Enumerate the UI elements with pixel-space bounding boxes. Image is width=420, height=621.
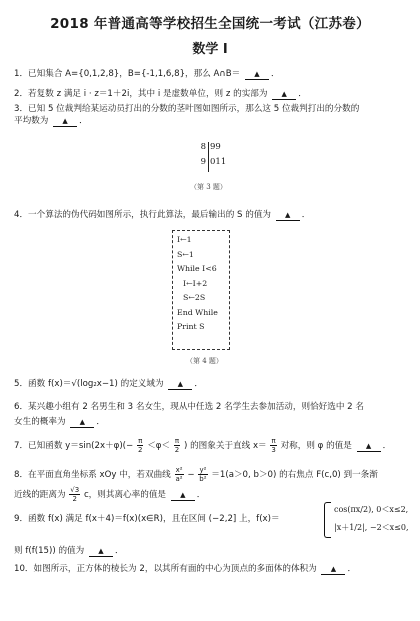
answer-blank-4: ▲ — [276, 210, 300, 221]
question-9-text: 9．函数 f(x) 满足 f(x＋4)＝f(x)(x∈R)，且在区间 (−2,2] 上，f(x)＝ — [14, 514, 280, 524]
question-10: 10．如图所示，正方体的棱长为 2，以其所有面的中心为顶点的多面体的体积为 ▲ ． — [14, 564, 357, 574]
question-8-line-2: 近线的距离为 $\frac{√3}{2}$ c，则其离心率的值是 ▲ ． — [14, 486, 206, 503]
fraction-pi-over-2: $\frac{\pi}{2}$ — [137, 437, 143, 454]
question-3-line-1: 3．已知 5 位裁判给某运动员打出的分数的茎叶图如图所示，那么这 5 位裁判打出的分数的 — [14, 104, 360, 114]
code-line: S←2S — [183, 293, 206, 302]
question-6-line-1: 6．某兴趣小组有 2 名男生和 3 名女生，现从中任选 2 名学生去参加活动，则恰好选中 2 名 — [14, 402, 364, 412]
answer-blank-9: ▲ — [89, 546, 113, 557]
fraction-pi-over-3: $\frac{\pi}{3}$ — [271, 437, 276, 454]
figure-4-caption: （第 4 题） — [186, 357, 223, 365]
question-4: 4．一个算法的伪代码如图所示，执行此算法，最后输出的 S 的值为 ▲ ． — [14, 210, 311, 220]
question-7-text-d: 对称，则 φ 的值是 — [280, 441, 352, 451]
code-line: I←1 — [177, 235, 192, 244]
question-7-text-a: 7．已知函数 y＝sin(2x＋φ)(− — [14, 441, 134, 451]
code-line: While I<6 — [177, 264, 217, 273]
question-1: 1．已知集合 A={0,1,2,8}，B={-1,1,6,8}，那么 A∩B＝ ▲ ． — [14, 69, 280, 79]
question-5: 5．函数 f(x)＝√(log₂x−1) 的定义域为 ▲ ． — [14, 379, 203, 389]
question-8: 8．在平面直角坐标系 xOy 中，若双曲线 $\frac{\text{x²}}{\text{a²}}$ − $\frac{\text{y²}}{\text{b²}}$ ＝1(a＞0, b＞0) 的右焦点 F(c,0) 到一条渐 — [14, 466, 378, 483]
fraction-y2-over-b2: $\frac{\text{y²}}{\text{b²}}$ — [199, 466, 207, 483]
piecewise-case-2: |x＋1/2|, −2＜x≤0, — [334, 523, 409, 532]
answer-blank-3: ▲ — [53, 116, 77, 127]
fraction-pi-over-2: $\frac{\pi}{2}$ — [174, 437, 180, 454]
question-9-text-b: 则 f(f(15)) 的值为 — [14, 546, 85, 556]
piecewise-case-1: cos(πx/2), 0＜x≤2, — [334, 505, 409, 514]
question-3: 3．已知 5 位裁判给某运动员打出的分数的茎叶图如图所示，那么这 5 位裁判打出的分数的 平均数为 ▲ ． — [14, 103, 408, 127]
answer-blank-6: ▲ — [70, 417, 94, 428]
question-4-text: 4．一个算法的伪代码如图所示，执行此算法，最后输出的 S 的值为 — [14, 210, 272, 220]
fraction-x2-over-a2: $\frac{\text{x²}}{\text{a²}}$ — [175, 466, 183, 483]
answer-blank-1: ▲ — [245, 69, 269, 80]
exam-title: 2018 年普通高等学校招生全国统一考试（江苏卷） — [50, 16, 370, 32]
answer-blank-2: ▲ — [272, 89, 296, 100]
pseudo-code-box — [172, 230, 230, 350]
exam-subtitle: 数学 I — [192, 42, 228, 57]
stem-value: 9 — [200, 157, 206, 167]
stem-value: 8 — [200, 142, 206, 152]
figure-3-caption: （第 3 题） — [190, 183, 227, 191]
question-2: 2．若复数 z 满足 i · z＝1＋2i，其中 i 是虚数单位，则 z 的实部为 ▲ ． — [14, 89, 307, 99]
question-5-text: 5．函数 f(x)＝√(log₂x−1) 的定义域为 — [14, 379, 164, 389]
question-7: 7．已知函数 y＝sin(2x＋φ)(− $\frac{\pi}{2}$ ＜φ＜ $\frac{\pi}{2}$ ) 的图象关于直线 x＝ $\frac{\pi}{3}$ 对称，则 φ 的值是 ▲ ． — [14, 437, 392, 454]
code-line: S←1 — [177, 249, 194, 259]
answer-blank-10: ▲ — [321, 564, 345, 575]
question-1-text: 1．已知集合 A={0,1,2,8}，B={-1,1,6,8}，那么 A∩B＝ — [14, 69, 241, 79]
question-10-text: 10．如图所示，正方体的棱长为 2，以其所有面的中心为顶点的多面体的体积为 — [14, 564, 317, 574]
question-7-text-b: ＜φ＜ — [147, 441, 171, 451]
question-3-line-2: 平均数为 — [14, 116, 49, 126]
question-6: 6．某兴趣小组有 2 名男生和 3 名女生，现从中任选 2 名学生去参加活动，则恰好选中 2 名 女生的概率为 ▲ ． — [14, 401, 408, 428]
question-8-text-a: 8．在平面直角坐标系 xOy 中，若双曲线 — [14, 470, 174, 480]
question-8-text-b: ＝1(a＞0, b＞0) 的右焦点 F(c,0) 到一条渐 — [211, 470, 378, 480]
code-line: End While — [177, 307, 218, 317]
question-2-text: 2．若复数 z 满足 i · z＝1＋2i，其中 i 是虚数单位，则 z 的实部为 — [14, 89, 268, 99]
answer-blank-8: ▲ — [171, 490, 195, 501]
fraction-sqrt3-over-2: $\frac{√3}{2}$ — [70, 486, 80, 503]
leaf-values: 011 — [210, 157, 227, 167]
stem-leaf-divider — [208, 142, 209, 172]
code-line: Print S — [177, 322, 205, 331]
answer-blank-5: ▲ — [168, 379, 192, 390]
question-8-text-c: 近线的距离为 — [14, 490, 69, 500]
question-9-line-2: 则 f(f(15)) 的值为 ▲ ． — [14, 546, 124, 556]
question-7-text-c: ) 的图象关于直线 x＝ — [183, 441, 267, 451]
answer-blank-7: ▲ — [357, 441, 381, 452]
leaf-values: 99 — [210, 142, 221, 152]
piecewise-brace — [324, 502, 331, 538]
question-8-text-d: c，则其离心率的值是 — [83, 490, 167, 500]
code-line: I←I+2 — [183, 278, 208, 288]
question-6-line-2: 女生的概率为 — [14, 417, 66, 427]
